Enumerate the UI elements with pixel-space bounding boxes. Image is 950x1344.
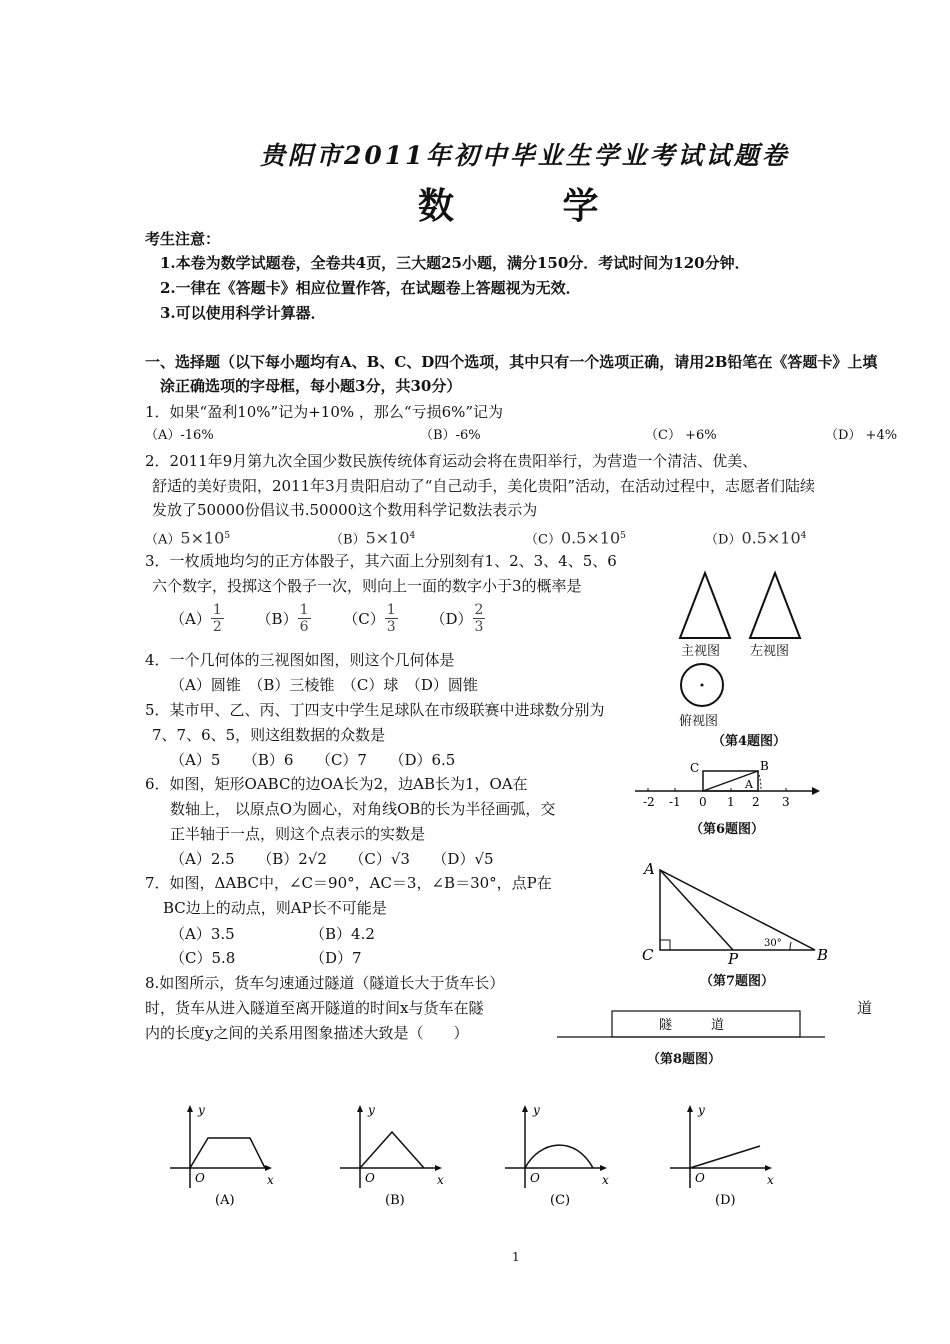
svg-text:x: x bbox=[437, 1173, 444, 1187]
graph-c bbox=[505, 1103, 609, 1208]
q3-option-b: （B） $\frac{1}{6}$ bbox=[256, 602, 309, 635]
angle-label: 30° bbox=[764, 938, 782, 949]
tick-label-0: 0 bbox=[699, 795, 707, 809]
tick-label--1: -1 bbox=[669, 795, 681, 809]
q2-line1: 2．2011年9月第九次全国少数民族传统体育运动会将在贵阳举行，为营造一个清洁、优美、 bbox=[145, 452, 758, 470]
notice-item-3: 3.可以使用科学计算器． bbox=[160, 304, 326, 322]
q3-option-a: （A） $\frac{1}{2}$ bbox=[170, 602, 222, 635]
q6-options: （A）2.5 （B）2√2 （C）√3 （D）√5 bbox=[170, 850, 494, 868]
q7-option-c: （C）5.8 bbox=[170, 949, 236, 967]
q3-option-d: （D） $\frac{2}{3}$ bbox=[430, 602, 484, 635]
page-number: 1 bbox=[512, 1250, 520, 1264]
q1-option-b: （B）-6% bbox=[420, 428, 481, 443]
graph-a-label: (A) bbox=[215, 1193, 235, 1208]
label-p: P bbox=[728, 950, 739, 968]
svg-text:x: x bbox=[602, 1173, 609, 1187]
q3-line1: 3．一枚质地均匀的正方体骰子，其六面上分别刻有1、2、3、4、5、6 bbox=[145, 552, 617, 570]
q8-line3: 内的长度y之间的关系用图象描述大致是（ ） bbox=[145, 1024, 469, 1042]
q2-option-a: $(A)5\times 10^5$ bbox=[145, 528, 231, 548]
svg-text:x: x bbox=[267, 1173, 274, 1187]
tick-label-3: 3 bbox=[782, 795, 790, 809]
angle-b-arc bbox=[790, 942, 791, 950]
q5-options: （A）5 （B）6 （C）7 （D）6.5 bbox=[170, 751, 456, 769]
label-a: A bbox=[745, 778, 753, 791]
tick-label--2: -2 bbox=[643, 795, 655, 809]
q6-line2: 数轴上， 以原点O为圆心，对角线OB的长为半径画弧，交 bbox=[170, 800, 556, 818]
q8-caption: （第8题图） bbox=[647, 1052, 722, 1067]
graph-d-label: (D) bbox=[715, 1193, 736, 1208]
section1-line1: 一、选择题（以下每小题均有A、B、C、D四个选项，其中只有一个选项正确，请用2B铅笔在《答题卡》上填 bbox=[145, 353, 878, 371]
q3-options bbox=[170, 602, 513, 635]
q2-line2: 舒适的美好贵阳，2011年3月贵阳启动了“自己动手，美化贵阳”活动，在活动过程中，志愿者们陆续 bbox=[152, 477, 816, 495]
notice-item-1: 1.本卷为数学试题卷，全卷共4页，三大题25小题，满分150分．考试时间为120分钟． bbox=[160, 254, 750, 272]
svg-text:x: x bbox=[767, 1173, 774, 1187]
segment-ap bbox=[660, 870, 733, 950]
number-line-arrow bbox=[812, 787, 820, 795]
q8-line1: 8.如图所示，货车匀速通过隧道（隧道长大于货车长） bbox=[145, 974, 505, 992]
exam-title: 贵阳市2011年初中毕业生学业考试试题卷 bbox=[260, 141, 790, 170]
q1-option-d: （D） +4% bbox=[825, 428, 898, 443]
graph-a bbox=[170, 1103, 274, 1208]
q2-option-d: $(D)0.5\times 10^4$ bbox=[705, 528, 807, 548]
tick-label-2: 2 bbox=[752, 795, 760, 809]
q4-front-view-label: 主视图 bbox=[681, 644, 721, 659]
q8-line2: 时，货车从进入隧道至离开隧道的时间x与货车在隧 bbox=[145, 999, 484, 1017]
svg-text:O: O bbox=[365, 1171, 375, 1185]
svg-text:y: y bbox=[198, 1103, 205, 1117]
q2-option-b: $(B)5\times 10^4$ bbox=[330, 528, 416, 548]
q2-option-c: $(C)0.5\times 10^5$ bbox=[525, 528, 626, 548]
right-angle-mark bbox=[660, 940, 670, 950]
svg-text:y: y bbox=[368, 1103, 375, 1117]
graph-c-label: (C) bbox=[550, 1193, 571, 1208]
q7-line2: BC边上的动点，则AP长不可能是 bbox=[163, 899, 387, 917]
top-view-center-dot bbox=[701, 684, 704, 687]
q3-option-c: （C） $\frac{1}{3}$ bbox=[343, 602, 396, 635]
q1-stem: 1．如果“盈利10%”记为+10% ，那么“亏损6%”记为 bbox=[145, 403, 504, 421]
tunnel-label: 隧 道 bbox=[659, 1018, 725, 1033]
q6-figure bbox=[635, 758, 825, 818]
graph-d bbox=[670, 1103, 774, 1208]
tick-label-1: 1 bbox=[727, 795, 735, 809]
q4-stem: 4．一个几何体的三视图如图，则这个几何体是 bbox=[145, 651, 455, 669]
svg-text:O: O bbox=[195, 1171, 205, 1185]
triangle-abc bbox=[660, 870, 815, 950]
q4-caption: （第4题图） bbox=[712, 734, 787, 749]
svg-text:y: y bbox=[533, 1103, 540, 1117]
graph-b-label: (B) bbox=[385, 1193, 405, 1208]
q7-option-d: （D）7 bbox=[310, 949, 362, 967]
q6-line1: 6．如图，矩形OABC的边OA长为2，边AB长为1，OA在 bbox=[145, 775, 528, 793]
q4-top-view-label: 俯视图 bbox=[679, 714, 719, 729]
q6-line3: 正半轴于一点，则这个点表示的实数是 bbox=[170, 825, 426, 843]
q7-caption: （第7题图） bbox=[700, 974, 775, 989]
q7-line1: 7．如图，ΔABC中，∠C＝90°，AC＝3，∠B＝30°，点P在 bbox=[145, 874, 552, 892]
q3-line2: 六个数字，投掷这个骰子一次，则向上一面的数字小于3的概率是 bbox=[152, 577, 582, 595]
notice-heading: 考生注意： bbox=[145, 230, 221, 248]
q1-option-a: （A）-16% bbox=[145, 428, 214, 443]
front-view-triangle bbox=[680, 573, 730, 638]
label-c: C bbox=[642, 946, 654, 964]
svg-text:y: y bbox=[698, 1103, 705, 1117]
label-b: B bbox=[817, 946, 829, 964]
subject-title: 数 学 bbox=[418, 185, 647, 227]
q8-line2-end: 道 bbox=[857, 999, 873, 1017]
left-view-triangle bbox=[750, 573, 800, 638]
q4-options: （A）圆锥 （B）三棱锥 （C）球 （D）圆锥 bbox=[170, 676, 478, 694]
q2-line3: 发放了50000份倡议书.50000这个数用科学记数法表示为 bbox=[152, 501, 538, 519]
notice-item-2: 2.一律在《答题卡》相应位置作答，在试题卷上答题视为无效． bbox=[160, 279, 581, 297]
svg-text:O: O bbox=[695, 1171, 705, 1185]
q5-line2: 7、7、6、5，则这组数据的众数是 bbox=[152, 726, 386, 744]
q5-line1: 5．某市甲、乙、丙、丁四支中学生足球队在市级联赛中进球数分别为 bbox=[145, 701, 605, 719]
q7-option-a: （A）3.5 bbox=[170, 925, 235, 943]
section1-line2: 涂正确选项的字母框，每小题3分，共30分） bbox=[160, 377, 462, 395]
graph-b bbox=[340, 1103, 444, 1208]
q6-caption: （第6题图） bbox=[690, 822, 765, 837]
q7-figure bbox=[640, 858, 840, 968]
q8-graphs bbox=[160, 1100, 780, 1210]
q4-left-view-label: 左视图 bbox=[750, 644, 790, 659]
q1-option-c: （C） +6% bbox=[645, 428, 717, 443]
q8-tunnel-figure bbox=[557, 1010, 827, 1050]
label-a: A bbox=[644, 860, 655, 878]
svg-text:O: O bbox=[530, 1171, 540, 1185]
label-c: C bbox=[690, 761, 700, 775]
q7-option-b: （B）4.2 bbox=[310, 925, 375, 943]
label-b: B bbox=[760, 759, 769, 773]
